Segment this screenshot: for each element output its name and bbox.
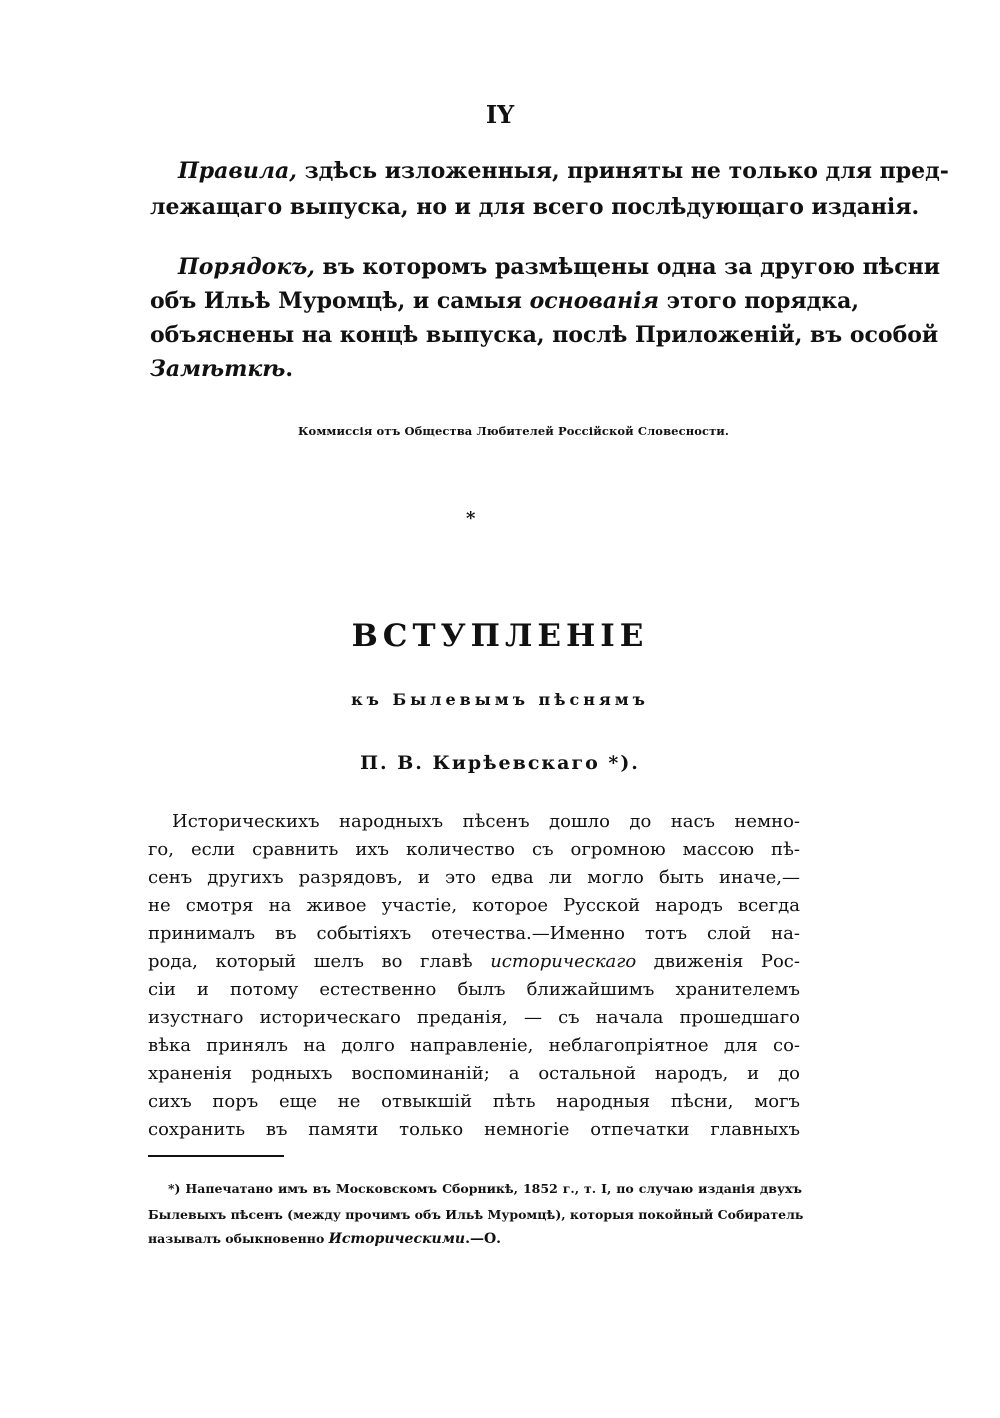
- paragraph-rules-line-1: [178, 156, 949, 186]
- paragraph-order-line-1: [178, 252, 941, 282]
- emphasis-order: Порядокъ,: [178, 254, 315, 280]
- body-line: Историческихъ народныхъ пѣсенъ дошло до насъ немно-: [172, 811, 800, 832]
- section-subtitle: къ Былевымъ пѣснямъ: [351, 690, 649, 709]
- emphasis-rules: Правила,: [178, 158, 297, 184]
- body-line: изустнаго историческаго преданія, — съ начала прошедшаго: [148, 1007, 800, 1028]
- page-number: IY: [485, 100, 515, 129]
- body-line: го, если сравнить ихъ количество съ огромною массою пѣ-: [148, 839, 800, 860]
- text-span: .—О.: [465, 1231, 502, 1247]
- ornament-star: *: [466, 508, 476, 529]
- paragraph-order-line-2: [150, 286, 860, 316]
- text-span: въ которомъ размѣщены одна за другою пѣсни: [322, 254, 941, 280]
- body-line: сихъ поръ еще не отвыкшій пѣть народныя пѣсни, могъ: [148, 1091, 800, 1112]
- body-line: сенъ другихъ разрядовъ, и это едва ли могло быть иначе,—: [148, 867, 800, 888]
- paragraph-order-line-4: [150, 354, 802, 384]
- text-span: здѣсь изложенныя, приняты не только для пред-: [304, 158, 949, 184]
- body-line: [148, 948, 800, 976]
- text-span: объ Ильѣ Муромцѣ, и самыя: [150, 288, 522, 314]
- text-span: рода, который шелъ во главѣ: [148, 951, 473, 972]
- paragraph-order-line-3: объяснены на концѣ выпуска, послѣ Приложеній, въ особой: [150, 322, 939, 348]
- footnote-rule: [148, 1155, 284, 1157]
- text-span: движенія Рос-: [653, 951, 800, 972]
- text-span: .: [285, 356, 294, 382]
- emphasis-foundations: основанія: [529, 288, 659, 314]
- emphasis-historical-songs: Историческими: [328, 1231, 466, 1247]
- emphasis-note: Замѣткѣ: [150, 356, 286, 382]
- footnote-line: [148, 1228, 802, 1250]
- body-line: вѣка принялъ на долго направленіе, неблагопріятное для со-: [148, 1035, 800, 1056]
- footnote-line: *) Напечатано имъ въ Московскомъ Сборникѣ, 1852 г., т. I, по случаю изданія двухъ: [168, 1181, 802, 1196]
- body-line: сіи и потому естественно былъ ближайшимъ хранителемъ: [148, 979, 800, 1000]
- section-author: П. В. Кирѣевскаго *).: [360, 752, 640, 774]
- signature: Коммиссія отъ Общества Любителей Россійской Словесности.: [298, 424, 730, 438]
- emphasis-historical: историческаго: [490, 951, 637, 972]
- text-span: называлъ обыкновенно: [148, 1231, 325, 1246]
- body-line: не смотря на живое участіе, которое Русской народъ всегда: [148, 895, 800, 916]
- body-line: храненія родныхъ воспоминаній; а остальной народъ, и до: [148, 1063, 800, 1084]
- body-line: принималъ въ событіяхъ отечества.—Именно тотъ слой на-: [148, 923, 800, 944]
- section-title: ВСТУПЛЕНІЕ: [351, 618, 649, 654]
- body-line: сохранить въ памяти только немногіе отпечатки главныхъ: [148, 1119, 800, 1140]
- paragraph-rules-line-2: лежащаго выпуска, но и для всего послѣдующаго изданія.: [150, 194, 920, 220]
- text-span: этого порядка,: [666, 288, 860, 314]
- footnote-line: Былевыхъ пѣсенъ (между прочимъ объ Ильѣ Муромцѣ), которыя покойный Собиратель: [148, 1207, 804, 1222]
